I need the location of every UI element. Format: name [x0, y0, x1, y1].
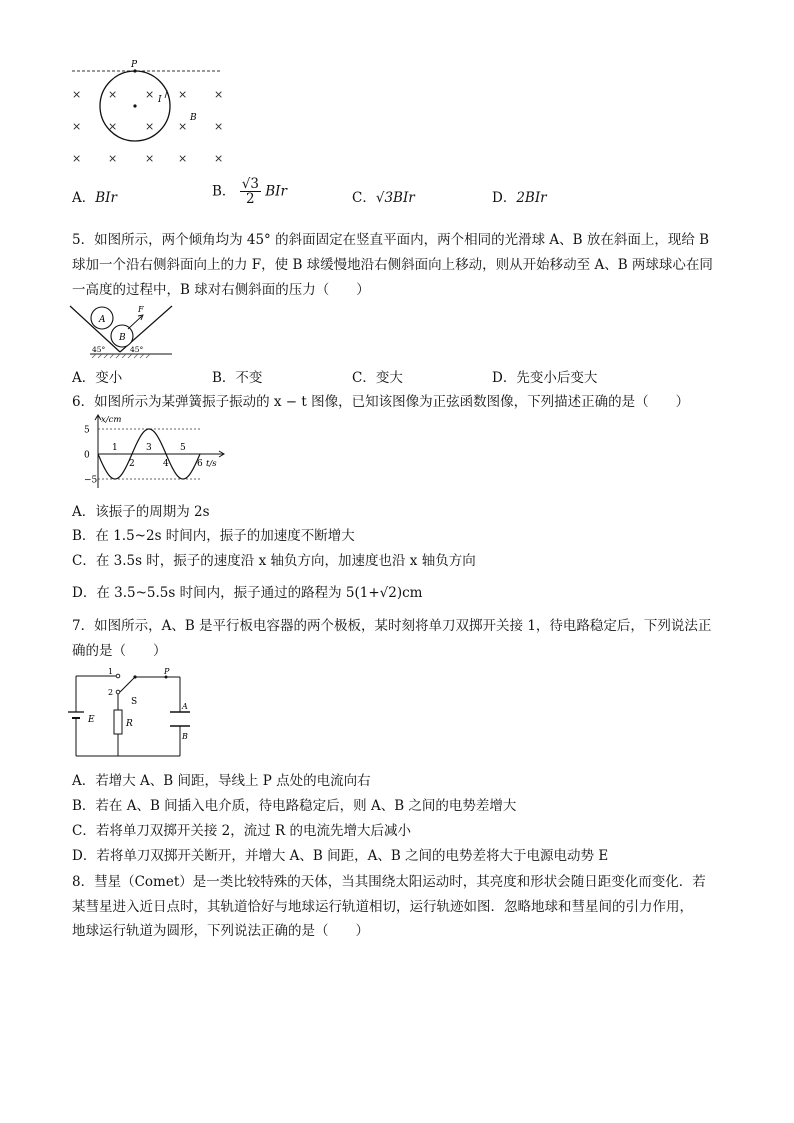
svg-text:×: × [72, 120, 82, 133]
svg-text:×: × [214, 152, 224, 165]
svg-text:×: × [145, 120, 155, 133]
q6-option-b: B．在 1.5~2s 时间内，振子的加速度不断增大 [72, 528, 355, 544]
plate-b-label: B [182, 732, 188, 741]
svg-text:×: × [178, 88, 188, 101]
q7-option-b: B．若在 A、B 间插入电介质，待电路稳定后，则 A、B 之间的电势差增大 [72, 798, 517, 814]
q8-stem-line-3: 地球运行轨道为圆形，下列说法正确的是（ ） [72, 923, 369, 939]
emf-e-label: E [88, 715, 95, 725]
x-tick-label: 5 [180, 443, 186, 453]
q4-option-d: D．2BIr [492, 190, 547, 206]
y-tick-label: −5 [84, 475, 98, 486]
svg-text:×: × [178, 152, 188, 165]
svg-text:×: × [145, 88, 155, 101]
q6-option-a: A．该振子的周期为 2s [72, 504, 210, 520]
q5-option-d: D．先变小后变大 [492, 370, 598, 386]
q7-option-a: A．若增大 A、B 间距，导线上 P 点处的电流向右 [72, 773, 371, 789]
q8-stem-line-1: 8．彗星（Comet）是一类比较特殊的天体，当其围绕太阳运动时，其亮度和形状会随日距变化而变化．若 [72, 874, 706, 890]
q7-option-d: D．若将单刀双掷开关断开，并增大 A、B 间距，A、B 之间的电势差将大于电源电动势 E [72, 848, 609, 864]
q5-stem-line-3: 一高度的过程中，B 球对右侧斜面的压力（ ） [72, 282, 370, 298]
xt-graph [70, 412, 230, 492]
q4-option-c: C．√3BIr [352, 190, 415, 206]
angle-right-label: 45° [130, 345, 144, 354]
q8-stem-line-2: 某彗星进入近日点时，其轨道恰好与地球运行轨道相切，运行轨迹如图．忽略地球和彗星间的引力作用， [72, 899, 693, 915]
q7-stem-line-2: 确的是（ ） [72, 643, 167, 659]
svg-text:×: × [178, 120, 188, 133]
ball-a-label: A [99, 315, 106, 325]
q7-stem-line-1: 7．如图所示，A、B 是平行板电容器的两个极板，某时刻将单刀双掷开关接 1，待电路稳定后，下列说法正 [72, 618, 712, 634]
angle-left-label: 45° [92, 345, 106, 354]
x-tick-label: 4 [163, 459, 169, 469]
point-p-label: P [164, 668, 170, 676]
capacitor-circuit-figure [68, 668, 198, 764]
q5-option-c: C．变大 [352, 370, 403, 386]
svg-text:×: × [72, 152, 82, 165]
svg-text:×: × [214, 120, 224, 133]
svg-text:×: × [108, 152, 118, 165]
x-tick-label: 3 [146, 443, 152, 453]
q5-stem-line-1: 5．如图所示，两个倾角均为 45° 的斜面固定在竖直平面内，两个相同的光滑球 A、B 放在斜面上，现给 B [72, 232, 710, 248]
x-tick-label: 2 [129, 459, 135, 469]
switch-s-label: S [131, 697, 138, 707]
svg-text:×: × [72, 88, 82, 101]
terminal-2-label: 2 [108, 688, 114, 697]
q4-option-a: A．BIr [72, 190, 117, 206]
q4-option-b: B． $\frac{√3}{2}$ BIr [212, 176, 287, 207]
x-tick-label: 1 [112, 443, 118, 453]
y-tick-label: 5 [84, 425, 90, 436]
terminal-1-label: 1 [108, 668, 114, 676]
q7-option-c: C．若将单刀双掷开关接 2，流过 R 的电流先增大后减小 [72, 823, 411, 839]
svg-text:×: × [145, 152, 155, 165]
ball-b-label: B [119, 333, 126, 343]
y-tick-label: 0 [84, 450, 90, 461]
field-b-label: B [190, 113, 197, 123]
y-axis-label: x/cm [101, 415, 122, 425]
fraction-sqrt3-over-2: $\frac{√3}{2}$ [241, 176, 259, 207]
q6-option-c: C．在 3.5s 时，振子的速度沿 x 轴负方向，加速度也沿 x 轴负方向 [72, 553, 476, 569]
svg-text:×: × [214, 88, 224, 101]
magnetic-field-figure [68, 58, 238, 170]
point-p-label: P [131, 60, 138, 70]
inclined-planes-figure [66, 302, 178, 362]
svg-text:×: × [108, 88, 118, 101]
x-axis-label: t/s [206, 459, 217, 469]
q6-stem: 6．如图所示为某弹簧振子振动的 x − t 图像，已知该图像为正弦函数图像，下列描述正确的是（ ） [72, 394, 690, 410]
svg-text:×: × [108, 120, 118, 133]
q5-option-b: B．不变 [212, 370, 263, 386]
plate-a-label: A [182, 702, 188, 711]
q5-option-a: A．变小 [72, 370, 123, 386]
force-f-label: F [138, 305, 144, 314]
resistor-r-label: R [126, 719, 133, 729]
x-tick-label: 6 [197, 459, 203, 469]
q6-option-d: D．在 3.5~5.5s 时间内，振子通过的路程为 5(1+√2)cm [72, 585, 423, 601]
q5-stem-line-2: 球加一个沿右侧斜面向上的力 F，使 B 球缓慢地沿右侧斜面向上移动，则从开始移动至 A、B 两球球心在同 [72, 257, 713, 273]
current-i-label: I [158, 95, 162, 105]
